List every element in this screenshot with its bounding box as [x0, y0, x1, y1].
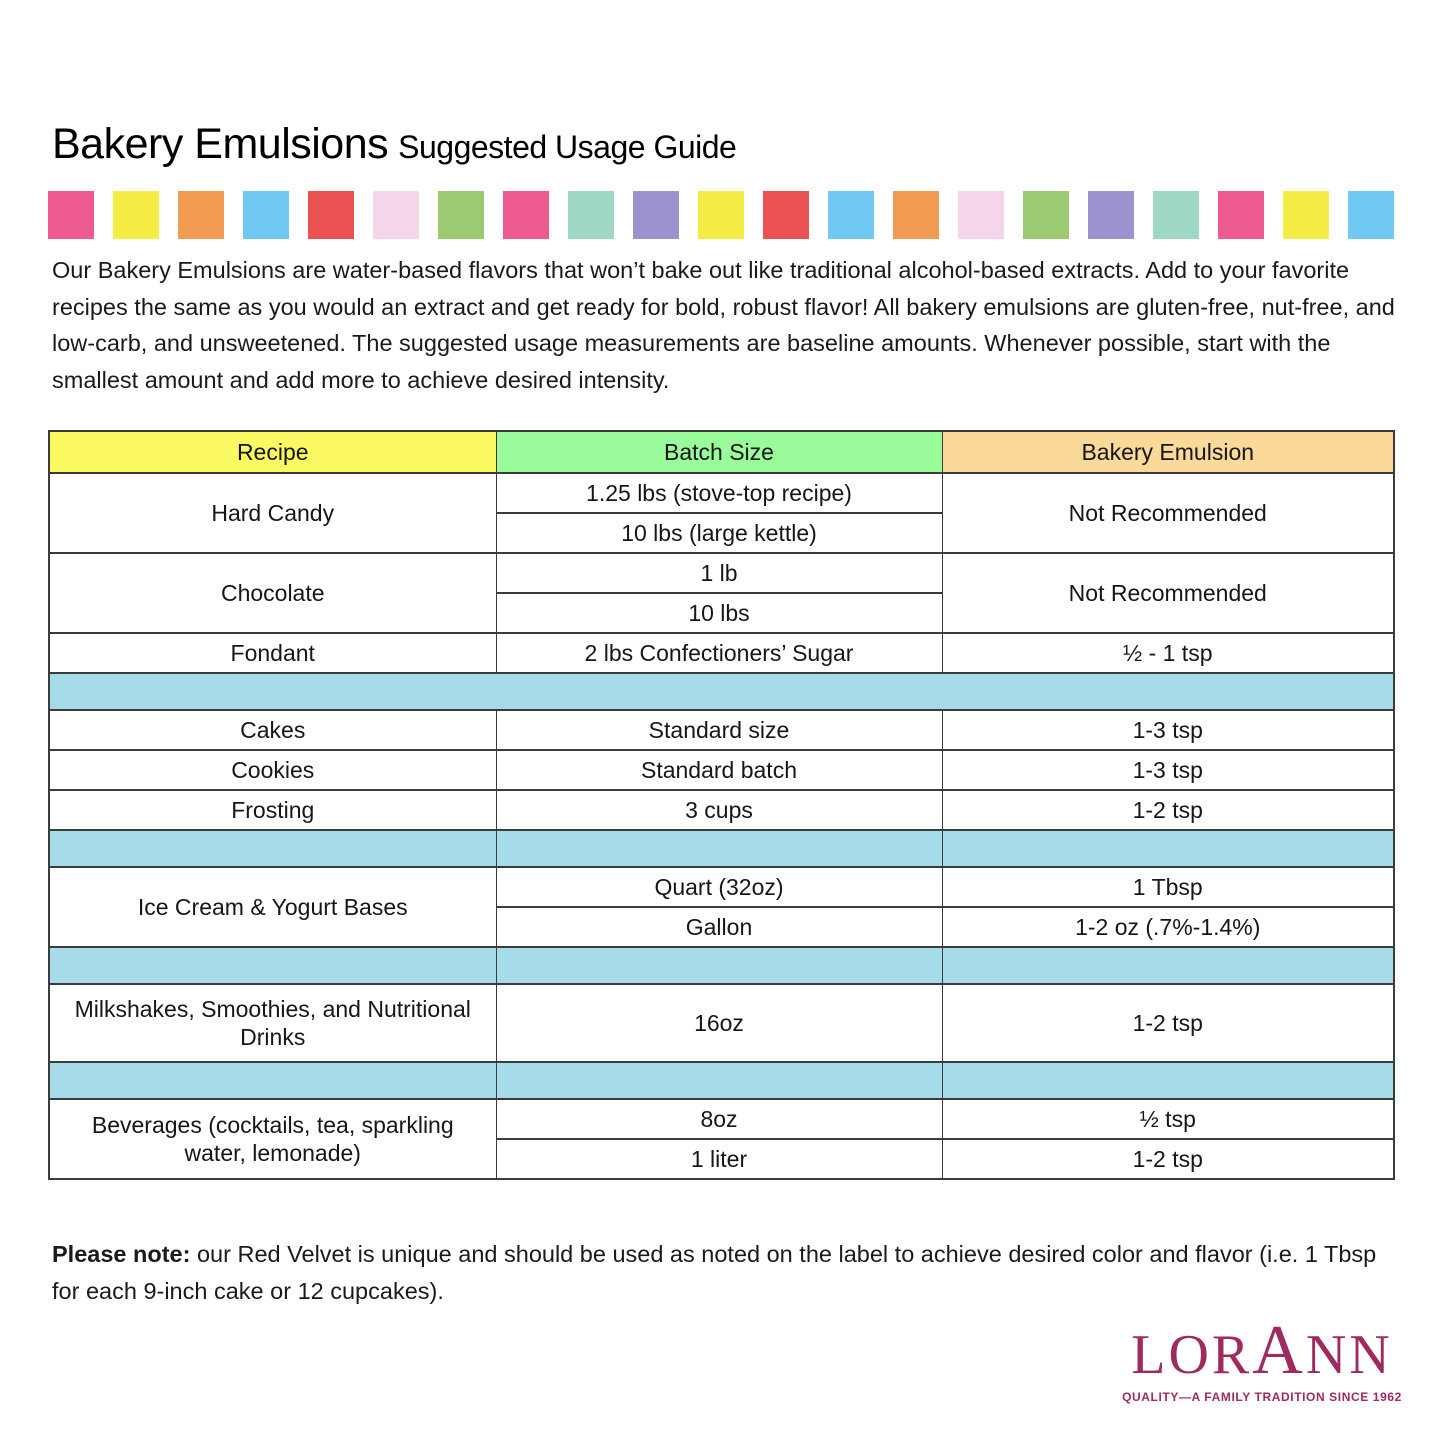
- separator-cell: [49, 947, 496, 984]
- separator-cell: [496, 1062, 942, 1099]
- separator-cell: [942, 947, 1394, 984]
- table-row-ice-cream: [49, 867, 1394, 907]
- color-strip: [48, 191, 1394, 239]
- color-swatch: [893, 191, 939, 239]
- table-header-row: [49, 431, 1394, 473]
- cell-hard-candy-batch-1: 1.25 lbs (stove-top recipe): [496, 473, 942, 513]
- color-swatch: [308, 191, 354, 239]
- cell-beverages-batch-1: 8oz: [496, 1099, 942, 1139]
- separator-row-2: [49, 830, 1394, 867]
- lorann-wordmark: [1122, 1312, 1402, 1389]
- header-batch-size: Batch Size: [496, 431, 942, 473]
- cell-beverages-emulsion-1: ½ tsp: [942, 1099, 1394, 1139]
- cell-ice-cream-batch-1: Quart (32oz): [496, 867, 942, 907]
- cell-cakes-emulsion: 1-3 tsp: [942, 710, 1394, 750]
- table-row-frosting: [49, 790, 1394, 830]
- cell-fondant-batch: 2 lbs Confectioners’ Sugar: [496, 633, 942, 673]
- table-row-beverages: [49, 1099, 1394, 1139]
- logo-text: LOR: [1131, 1324, 1253, 1386]
- color-swatch: [1348, 191, 1394, 239]
- color-swatch: [1023, 191, 1069, 239]
- color-swatch: [48, 191, 94, 239]
- header-bakery-emulsion: Bakery Emulsion: [942, 431, 1394, 473]
- separator-cell: [49, 1062, 496, 1099]
- color-swatch: [373, 191, 419, 239]
- cell-cakes-recipe: Cakes: [49, 710, 496, 750]
- note-text: our Red Velvet is unique and should be used as noted on the label to achieve desired color and flavor (i.e. 1 Tbsp for each 9-inch cake or 12 cupcakes).: [52, 1241, 1377, 1304]
- intro-paragraph: Our Bakery Emulsions are water-based flavors that won’t bake out like traditional alcohol-based extracts. Add to your favorite recipes the same as you would an extract and get ready for bold, robust flavor! All bakery emulsions are gluten-free, nut-free, and low-carb, and unsweetened. The suggested usage measurements are baseline amounts. Whenever possible, start with the smallest amount and add more to achieve desired intensity.: [52, 257, 1395, 393]
- cell-cookies-batch: Standard batch: [496, 750, 942, 790]
- separator-cell: [49, 830, 496, 867]
- table-row-chocolate: [49, 553, 1394, 593]
- color-swatch: [113, 191, 159, 239]
- color-swatch: [698, 191, 744, 239]
- cell-ice-cream-emulsion-1: 1 Tbsp: [942, 867, 1394, 907]
- color-swatch: [568, 191, 614, 239]
- separator-row-1: [49, 673, 1394, 710]
- cell-fondant-recipe: Fondant: [49, 633, 496, 673]
- cell-chocolate-recipe: Chocolate: [49, 553, 496, 633]
- cell-milkshakes-emulsion: 1-2 tsp: [942, 984, 1394, 1062]
- color-swatch: [958, 191, 1004, 239]
- logo-tagline: QUALITY—A FAMILY TRADITION SINCE 1962: [1122, 1390, 1402, 1404]
- color-swatch: [1153, 191, 1199, 239]
- color-swatch: [438, 191, 484, 239]
- cell-fondant-emulsion: ½ - 1 tsp: [942, 633, 1394, 673]
- table-row-cakes: [49, 710, 1394, 750]
- color-swatch: [633, 191, 679, 239]
- cell-frosting-recipe: Frosting: [49, 790, 496, 830]
- color-swatch: [243, 191, 289, 239]
- color-swatch: [503, 191, 549, 239]
- cell-ice-cream-batch-2: Gallon: [496, 907, 942, 947]
- cell-cookies-emulsion: 1-3 tsp: [942, 750, 1394, 790]
- color-swatch: [1088, 191, 1134, 239]
- cell-milkshakes-recipe: Milkshakes, Smoothies, and Nutritional Drinks: [49, 984, 496, 1062]
- cell-beverages-batch-2: 1 liter: [496, 1139, 942, 1179]
- cell-chocolate-batch-1: 1 lb: [496, 553, 942, 593]
- separator-cell: [942, 1062, 1394, 1099]
- color-swatch: [1283, 191, 1329, 239]
- title-main: Bakery Emulsions: [52, 120, 389, 168]
- cell-frosting-emulsion: 1-2 tsp: [942, 790, 1394, 830]
- note-paragraph: [52, 1236, 1397, 1309]
- separator-cell: [496, 947, 942, 984]
- cell-milkshakes-batch: 16oz: [496, 984, 942, 1062]
- separator-row-4: [49, 1062, 1394, 1099]
- separator-cell: [942, 830, 1394, 867]
- cell-frosting-batch: 3 cups: [496, 790, 942, 830]
- cell-hard-candy-emulsion: Not Recommended: [942, 473, 1394, 553]
- table-row-fondant: [49, 633, 1394, 673]
- cell-beverages-recipe: Beverages (cocktails, tea, sparkling water, lemonade): [49, 1099, 496, 1179]
- color-swatch: [763, 191, 809, 239]
- cell-ice-cream-emulsion-2: 1-2 oz (.7%-1.4%): [942, 907, 1394, 947]
- page-title: [52, 120, 736, 169]
- cell-hard-candy-batch-2: 10 lbs (large kettle): [496, 513, 942, 553]
- usage-table: [48, 430, 1395, 1180]
- separator-cell: [496, 830, 942, 867]
- color-swatch: [178, 191, 224, 239]
- cell-hard-candy-recipe: Hard Candy: [49, 473, 496, 553]
- color-swatch: [828, 191, 874, 239]
- cell-chocolate-batch-2: 10 lbs: [496, 593, 942, 633]
- cell-ice-cream-recipe: Ice Cream & Yogurt Bases: [49, 867, 496, 947]
- note-label: Please note:: [52, 1241, 191, 1267]
- cell-beverages-emulsion-2: 1-2 tsp: [942, 1139, 1394, 1179]
- lorann-logo: [1122, 1312, 1402, 1404]
- table-row-cookies: [49, 750, 1394, 790]
- logo-text: NN: [1305, 1324, 1393, 1386]
- table-row-hard-candy: [49, 473, 1394, 513]
- logo-tall-a: A: [1252, 1312, 1306, 1389]
- color-swatch: [1218, 191, 1264, 239]
- cell-cookies-recipe: Cookies: [49, 750, 496, 790]
- title-sub: Suggested Usage Guide: [398, 129, 737, 165]
- cell-chocolate-emulsion: Not Recommended: [942, 553, 1394, 633]
- cell-cakes-batch: Standard size: [496, 710, 942, 750]
- header-recipe: Recipe: [49, 431, 496, 473]
- table-row-milkshakes: [49, 984, 1394, 1062]
- separator-cell: [49, 673, 1394, 710]
- separator-row-3: [49, 947, 1394, 984]
